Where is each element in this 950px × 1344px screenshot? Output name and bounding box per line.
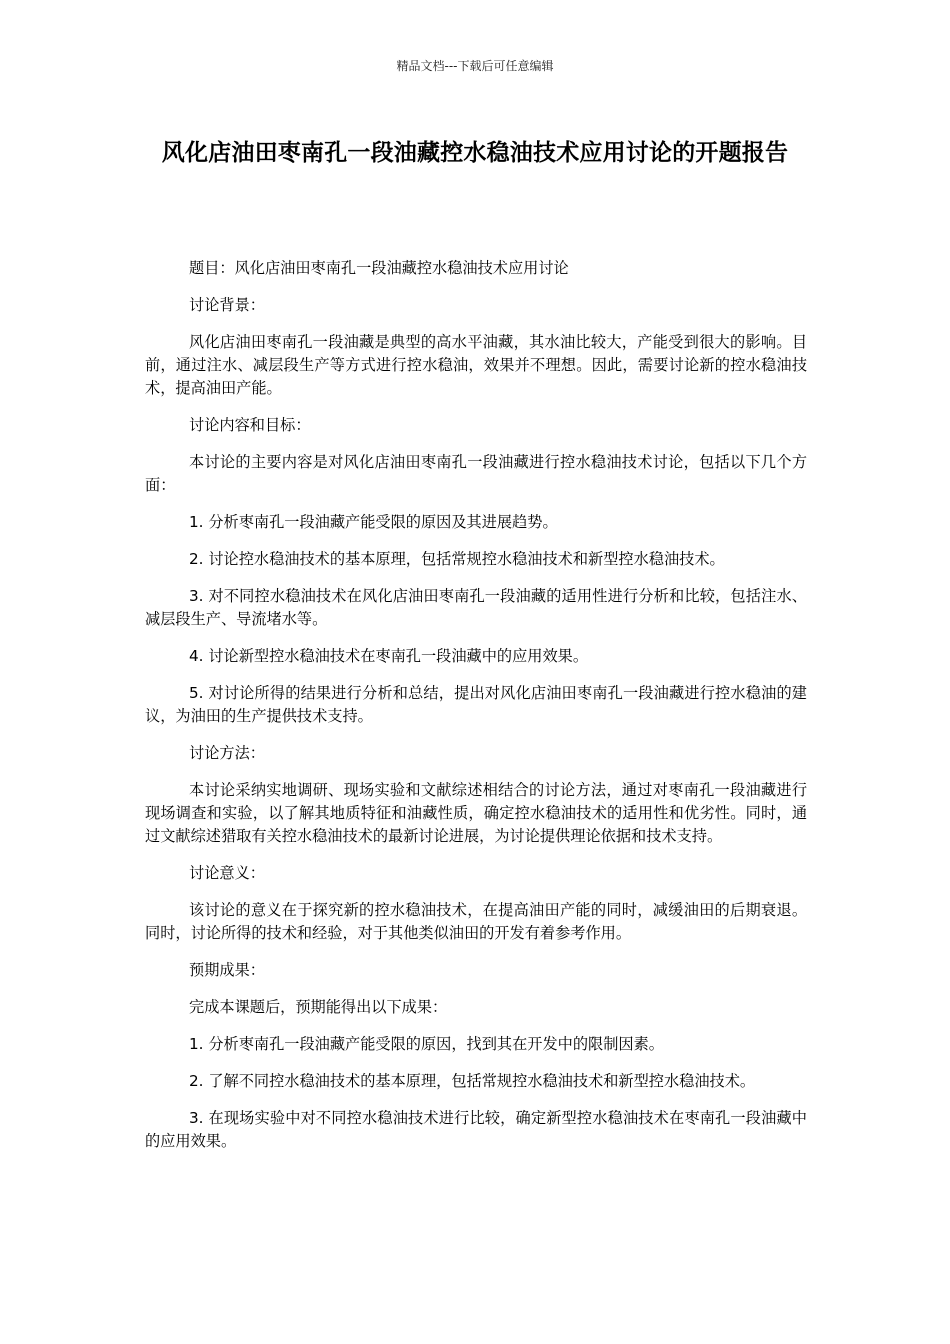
paragraph-background: 风化店油田枣南孔一段油藏是典型的高水平油藏，其水油比较大，产能受到很大的影响。目前，通过注水、减层段生产等方式进行控水稳油，效果并不理想。因此，需要讨论新的控水稳油技术，提高油田产能。 bbox=[145, 333, 807, 397]
heading-expected-results: 预期成果： bbox=[189, 961, 265, 979]
heading-background: 讨论背景： bbox=[189, 296, 265, 314]
heading-significance: 讨论意义： bbox=[189, 864, 265, 882]
document-title: 风化店油田枣南孔一段油藏控水稳油技术应用讨论的开题报告 bbox=[161, 140, 789, 166]
list-item-result-3: 3. 在现场实验中对不同控水稳油技术进行比较，确定新型控水稳油技术在枣南孔一段油藏中的应用效果。 bbox=[145, 1109, 807, 1150]
list-item-content-1: 1. 分析枣南孔一段油藏产能受限的原因及其进展趋势。 bbox=[189, 513, 558, 531]
heading-content-goals: 讨论内容和目标： bbox=[189, 416, 311, 434]
list-item-result-2: 2. 了解不同控水稳油技术的基本原理，包括常规控水稳油技术和新型控水稳油技术。 bbox=[189, 1072, 756, 1090]
list-item-content-5: 5. 对讨论所得的结果进行分析和总结，提出对风化店油田枣南孔一段油藏进行控水稳油的建议，为油田的生产提供技术支持。 bbox=[145, 684, 807, 725]
paragraph-content-intro: 本讨论的主要内容是对风化店油田枣南孔一段油藏进行控水稳油技术讨论，包括以下几个方面： bbox=[145, 453, 807, 494]
list-item-result-1: 1. 分析枣南孔一段油藏产能受限的原因，找到其在开发中的限制因素。 bbox=[189, 1035, 664, 1053]
list-item-content-4: 4. 讨论新型控水稳油技术在枣南孔一段油藏中的应用效果。 bbox=[189, 647, 589, 665]
list-item-content-3: 3. 对不同控水稳油技术在风化店油田枣南孔一段油藏的适用性进行分析和比较，包括注水、减层段生产、导流堵水等。 bbox=[145, 587, 807, 628]
paragraph-expected-intro: 完成本课题后，预期能得出以下成果： bbox=[189, 998, 448, 1016]
paragraph-topic: 题目：风化店油田枣南孔一段油藏控水稳油技术应用讨论 bbox=[189, 259, 569, 277]
paragraph-method: 本讨论采纳实地调研、现场实验和文献综述相结合的讨论方法，通过对枣南孔一段油藏进行现场调查和实验，以了解其地质特征和油藏性质，确定控水稳油技术的适用性和优劣性。同时，通过文献综述猎取有关控水稳油技术的最新讨论进展，为讨论提供理论依据和技术支持。 bbox=[145, 781, 807, 845]
paragraph-significance: 该讨论的意义在于探究新的控水稳油技术，在提高油田产能的同时，减缓油田的后期衰退。同时，讨论所得的技术和经验，对于其他类似油田的开发有着参考作用。 bbox=[145, 901, 807, 942]
header-watermark: 精品文档---下载后可任意编辑 bbox=[396, 59, 554, 73]
list-item-content-2: 2. 讨论控水稳油技术的基本原理，包括常规控水稳油技术和新型控水稳油技术。 bbox=[189, 550, 725, 568]
document-body bbox=[145, 257, 807, 1167]
heading-method: 讨论方法： bbox=[189, 744, 265, 762]
